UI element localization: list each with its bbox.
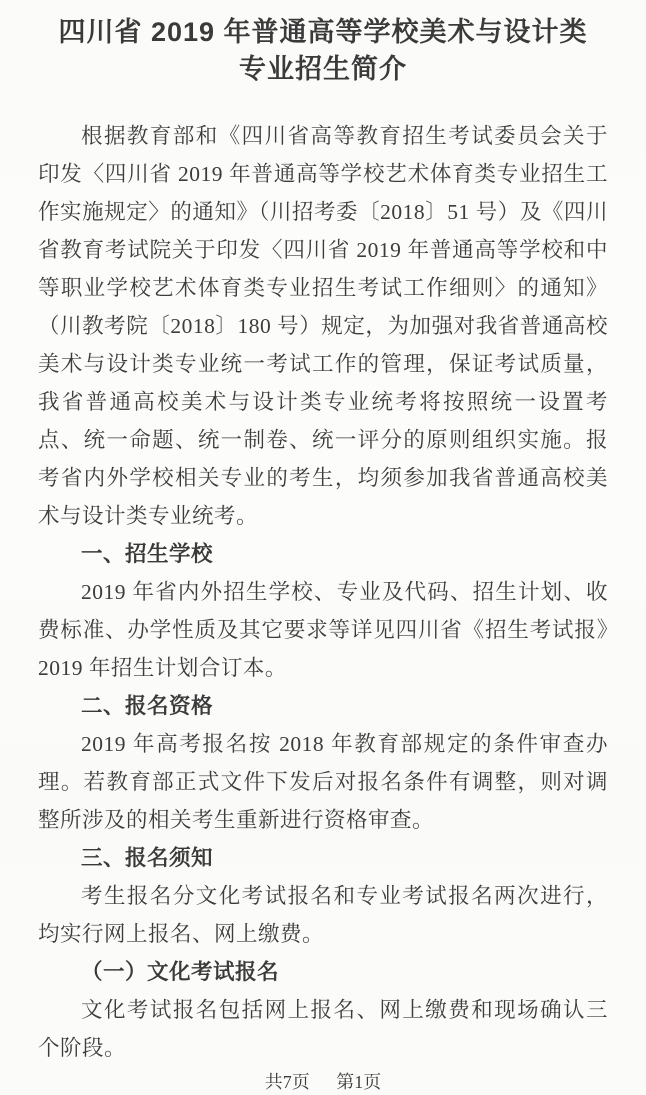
page-title-line-2: 专业招生简介 (239, 54, 407, 84)
subsection-3-1-paragraph: 文化考试报名包括网上报名、网上缴费和现场确认三个阶段。 (38, 998, 608, 1060)
document-body (38, 117, 608, 1067)
intro-paragraph: 根据教育部和《四川省高等教育招生考试委员会关于印发〈四川省 2019 年普通高等学校艺术体育类专业招生工作实施规定〉的通知》（川招考委〔2018〕51 号）及《四川省教育考试院关于印发〈四川省 2019 年普通高等学校和中等职业学校艺术体育类专业招生考试工作细则〉的通知》（川教考院〔2018〕180 号）规定，为加强对我省普通高校美术与设计类专业统一考试工作的管理，保证考试质量，我省普通高校美术与设计类专业统考将按照统一设置考点、统一命题、统一制卷、统一评分的原则组织实施。报考省内外学校相关专业的考生，均须参加我省普通高校美术与设计类专业统考。 (38, 124, 608, 528)
footer-total-pages: 共7页 (264, 1072, 310, 1092)
section-heading-1: 一、招生学校 (81, 542, 214, 566)
section-heading-2: 二、报名资格 (81, 694, 214, 718)
page-title (38, 14, 608, 88)
section-1-paragraph: 2019 年省内外招生学校、专业及代码、招生计划、收费标准、办学性质及其它要求等详见四川省《招生考试报》2019 年招生计划合订本。 (38, 580, 608, 680)
subsection-heading-3-1: （一）文化考试报名 (81, 960, 280, 984)
section-heading-3: 三、报名须知 (81, 846, 214, 870)
page-title-line-1: 四川省 2019 年普通高等学校美术与设计类 (58, 17, 588, 47)
footer-current-page: 第1页 (336, 1072, 382, 1092)
section-3-paragraph: 考生报名分文化考试报名和专业考试报名两次进行，均实行网上报名、网上缴费。 (38, 884, 608, 946)
page-footer (38, 1069, 608, 1095)
section-2-paragraph: 2019 年高考报名按 2018 年教育部规定的条件审查办理。若教育部正式文件下发后对报名条件有调整，则对调整所涉及的相关考生重新进行资格审查。 (38, 732, 608, 832)
